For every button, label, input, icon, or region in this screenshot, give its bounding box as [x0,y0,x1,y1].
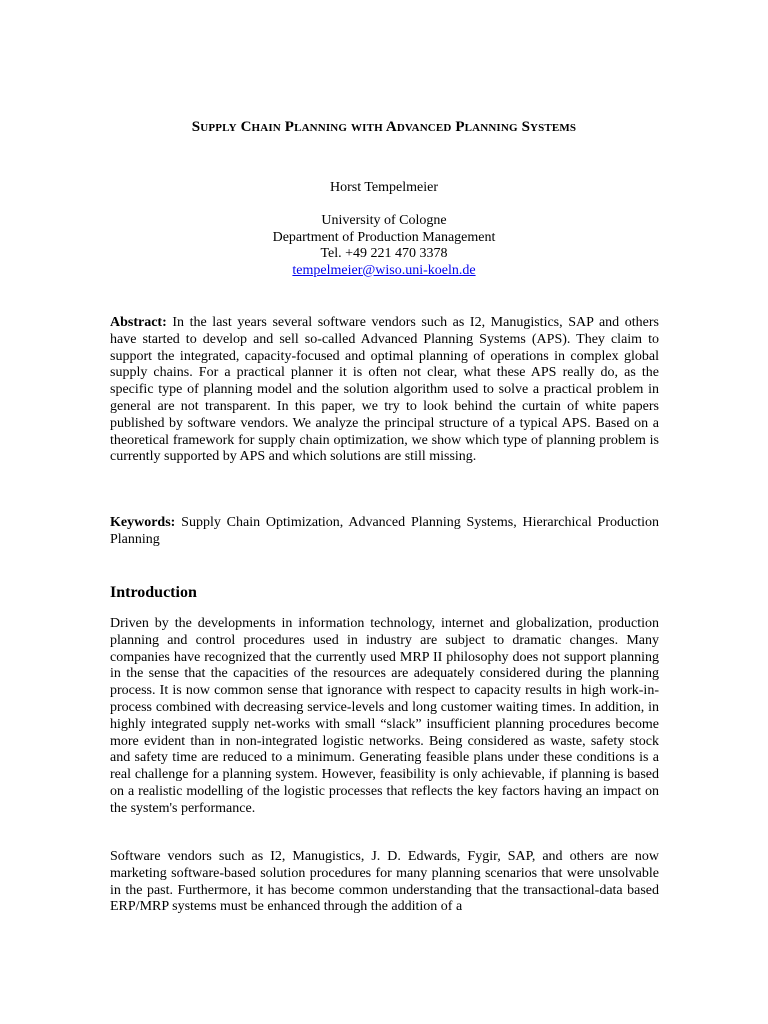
keywords-text: Supply Chain Optimization, Advanced Planning Systems, Hierarchical Production Planning [110,515,659,547]
paper-title: Supply Chain Planning with Advanced Planning Systems [191,119,577,135]
author-block [0,180,768,279]
section-heading-introduction: Introduction [110,584,197,601]
abstract-text: In the last years several software vendors such as I2, Manugistics, SAP and others have started to develop and sell so-called Advanced Planning Systems (APS). They claim to support the integrated, capacity-focused and optimal planning of operations in complex global supply chains. For a practical planner it is often not clear, what these APS really do, as the specific type of planning model and the solution algorithm used to solve a practical problem in general are not transparent. In this paper, we try to look behind the curtain of white papers published by software vendors. We analyze the principal structure of a typical APS. Based on a theoretical framework for supply chain optimization, we show which type of planning problem is currently supported by APS and which solutions are still missing. [110,315,659,465]
abstract-label: Abstract: [110,315,167,330]
affiliation-university: University of Cologne [321,213,447,228]
author-email-link[interactable]: tempelmeier@wiso.uni-koeln.de [292,262,476,278]
spacer [0,197,768,214]
keywords [110,515,659,549]
author-phone: Tel. +49 221 470 3378 [320,246,448,261]
introduction-paragraph-2: Software vendors such as I2, Manugistics, J. D. Edwards, Fygir, SAP, and others are now marketing software-based solution procedures for many planning scenarios that were unsolvable in the past. Furthermore, it has become common understanding that the transactional-data based ERP/MRP systems must be enhanced through the addition of a [110,849,659,915]
abstract [110,315,659,466]
introduction-paragraph-1: Driven by the developments in information technology, internet and globalization, production planning and control procedures used in industry are subject to dramatic changes. Many companies have recognized that the currently used MRP II philosophy does not support planning in the sense that the capacities of the resources are adequately considered during the planning process. It is now common sense that ignorance with respect to capacity results in high work-in-process combined with decreasing service-levels and long customer waiting times. In addition, in highly integrated supply net-works with small “slack” insufficient planning procedures become more evident than in non-integrated logistic networks. Being considered as waste, safety stock and safety time are reduced to a minimum. Generating feasible plans under these conditions is a real challenge for a planning system. However, feasibility is only achievable, if planning is based on a realistic modelling of the logistic processes that reflects the key factors having an impact on the system's performance. [110,616,659,816]
author-name: Horst Tempelmeier [329,180,438,195]
keywords-label: Keywords: [110,515,176,530]
affiliation-department: Department of Production Management [272,229,496,245]
